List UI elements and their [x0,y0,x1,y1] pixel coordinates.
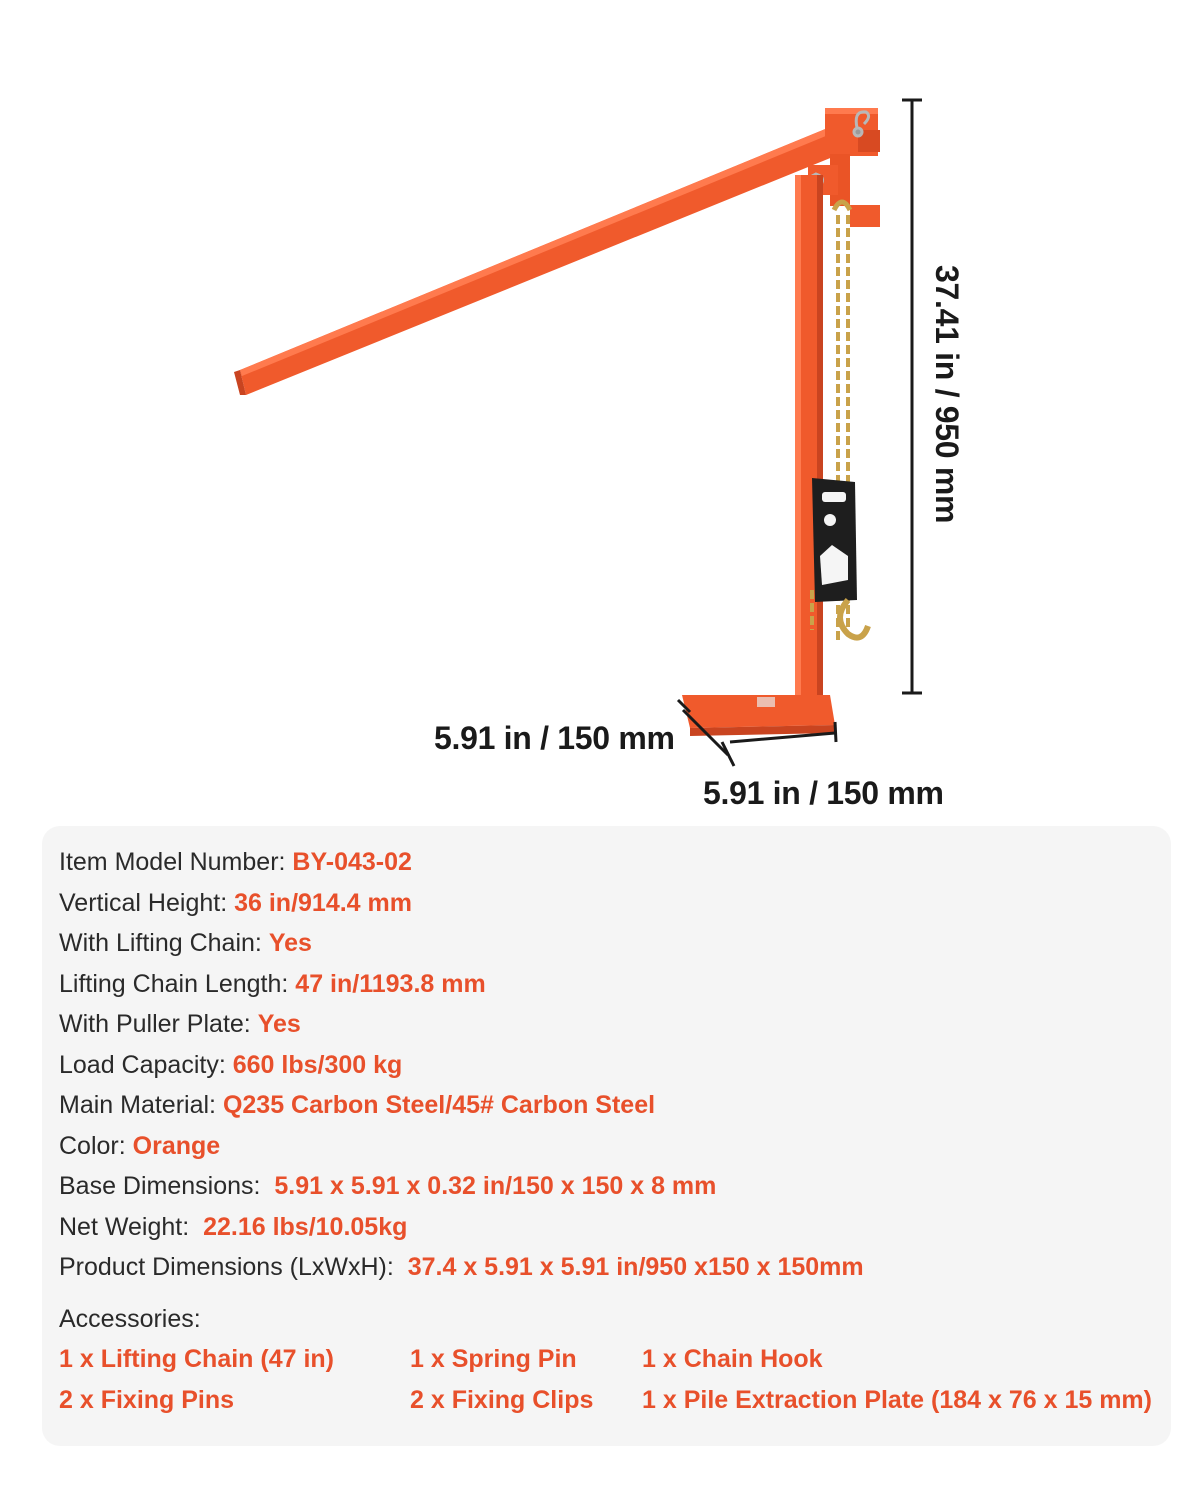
spec-label: Net Weight: [59,1213,190,1241]
vertical-post [795,175,823,705]
lever-handle [234,125,850,395]
spec-label: Item Model Number: [59,848,286,876]
puller-plate [812,478,857,602]
spec-label: Vertical Height: [59,889,228,917]
spec-row-material [59,1091,655,1120]
accessories-title: Accessories: [59,1305,201,1333]
spec-value: 47 in/1193.8 mm [295,970,486,998]
spec-row-product-dimensions [59,1253,864,1282]
spec-label: Product Dimensions (LxWxH): [59,1253,394,1281]
spec-row-model [59,848,412,877]
spec-value: 37.4 x 5.91 x 5.91 in/950 x150 x 150mm [407,1253,864,1281]
spec-label: With Lifting Chain: [59,929,262,957]
spec-row-base [59,1172,716,1201]
spec-value: 22.16 lbs/10.05kg [203,1213,408,1241]
spec-label: Load Capacity: [59,1051,226,1079]
spec-value: 36 in/914.4 mm [234,889,412,917]
accessory-item: 1 x Spring Pin [410,1345,577,1373]
spec-label: Lifting Chain Length: [59,970,289,998]
spec-row-height [59,889,412,918]
accessory-item: 2 x Fixing Clips [410,1386,594,1414]
chain-hook [840,600,868,638]
accessory-item: 1 x Chain Hook [642,1345,823,1373]
spec-value: 660 lbs/300 kg [232,1051,403,1079]
depth-dimension-label: 5.91 in / 150 mm [434,720,675,756]
height-dimension-label: 37.41 in / 950 mm [929,265,965,524]
spec-label: Base Dimensions: [59,1172,261,1200]
spec-value: Orange [132,1132,221,1160]
spec-label: Main Material: [59,1091,216,1119]
spec-value: Q235 Carbon Steel/45# Carbon Steel [222,1091,656,1119]
spec-row-chain-length [59,970,486,999]
accessory-item: 1 x Pile Extraction Plate (184 x 76 x 15 mm) [642,1386,1152,1414]
spec-value: Yes [257,1010,301,1038]
spec-row-puller-plate [59,1010,301,1039]
spec-value: Yes [268,929,312,957]
spec-row-weight [59,1213,407,1242]
spec-value: BY-043-02 [292,848,412,876]
spec-value: 5.91 x 5.91 x 0.32 in/150 x 150 x 8 mm [274,1172,717,1200]
spec-label: With Puller Plate: [59,1010,251,1038]
spec-row-color [59,1132,220,1161]
spec-card [42,826,1171,1446]
accessory-item: 1 x Lifting Chain (47 in) [59,1345,335,1373]
spec-label: Color: [59,1132,126,1160]
accessory-item: 2 x Fixing Pins [59,1386,235,1414]
width-dimension-label: 5.91 in / 150 mm [703,775,944,811]
spec-row-load [59,1051,402,1080]
height-dimension-line [902,100,922,693]
spec-row-chain [59,929,312,958]
